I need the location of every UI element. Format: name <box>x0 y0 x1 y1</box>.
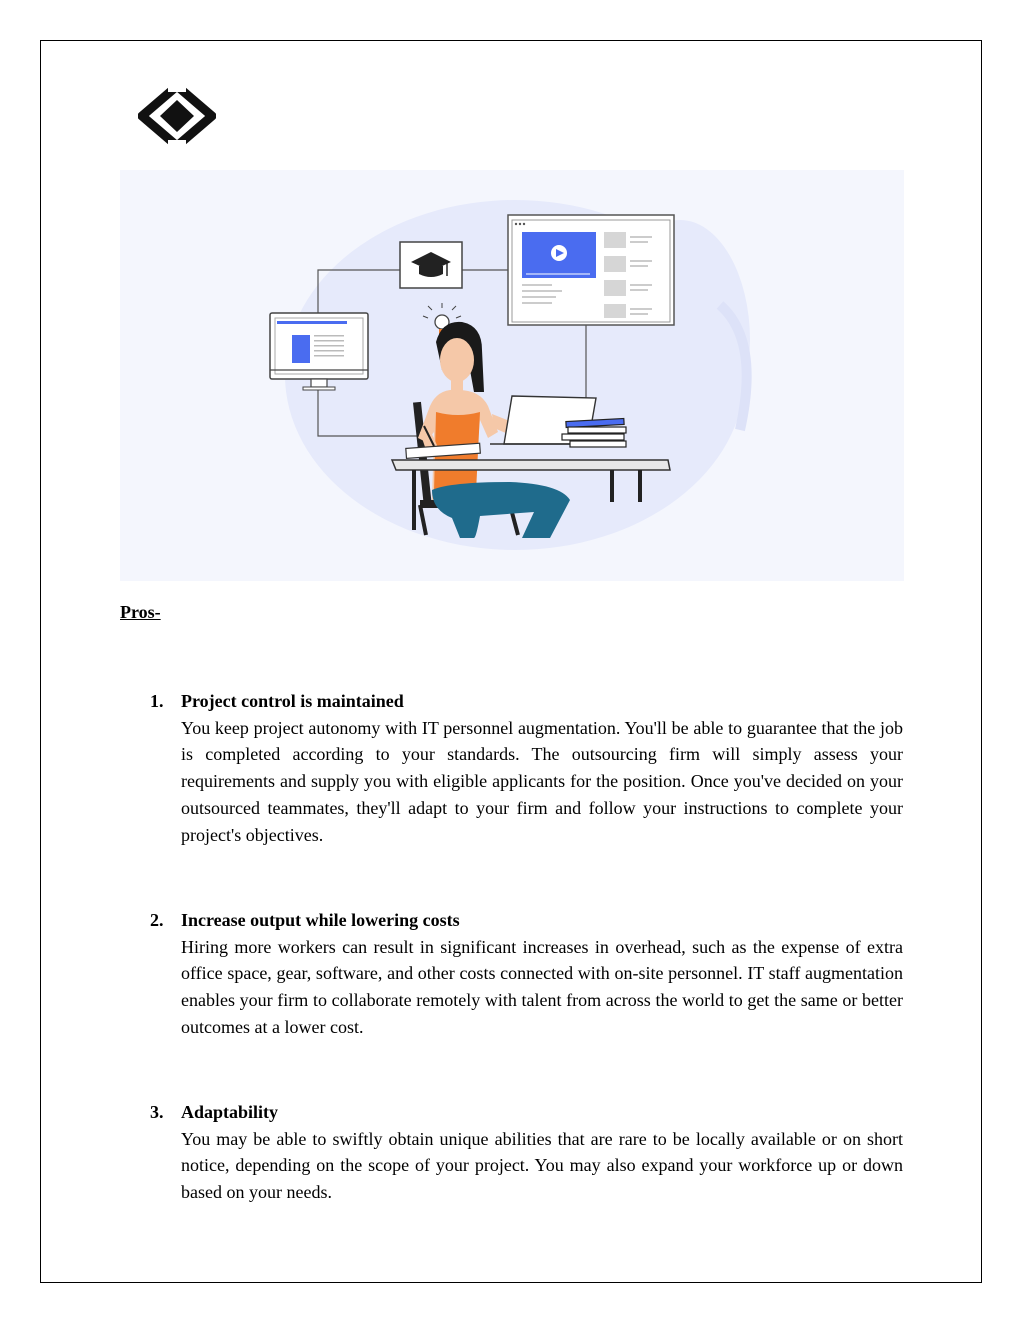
graduation-cap-icon <box>400 242 462 288</box>
hero-illustration <box>120 170 904 581</box>
video-browser-window-icon <box>508 215 674 325</box>
company-logo-icon <box>138 82 216 150</box>
list-item-number: 2. <box>150 910 164 930</box>
list-item-text: You keep project autonomy with IT personnel augmentation. You'll be able to guarantee that the job is completed according to your standards. The outsourcing firm will simply assess your requirements and supply you with eligible applicants for the position. Once you've decided on your outsourced teammates, they'll adapt to your firm and follow your instructions to complete your project's objectives. <box>181 717 903 845</box>
list-item <box>150 1099 903 1206</box>
list-item <box>150 688 903 848</box>
list-item-number: 3. <box>150 1102 164 1122</box>
section-title: Pros- <box>120 602 161 622</box>
list-item-text: You may be able to swiftly obtain unique abilities that are rare to be locally available or on short notice, depending on the scope of your project. You may also expand your workforce up or down based on your needs. <box>181 1128 903 1203</box>
list-item-heading: Increase output while lowering costs <box>181 910 460 930</box>
books-stack <box>562 418 626 447</box>
list-item-number: 1. <box>150 691 164 711</box>
list-item-text: Hiring more workers can result in significant increases in overhead, such as the expense of extra office space, gear, software, and other costs connected with on-site personnel. IT staff augmentation enables your firm to collaborate remotely with talent from across the world to get the same or better outcomes at a lower cost. <box>181 936 903 1037</box>
list-item-heading: Project control is maintained <box>181 691 404 711</box>
list-item-heading: Adaptability <box>181 1102 279 1122</box>
desktop-monitor-icon <box>270 313 368 390</box>
list-item <box>150 907 903 1041</box>
